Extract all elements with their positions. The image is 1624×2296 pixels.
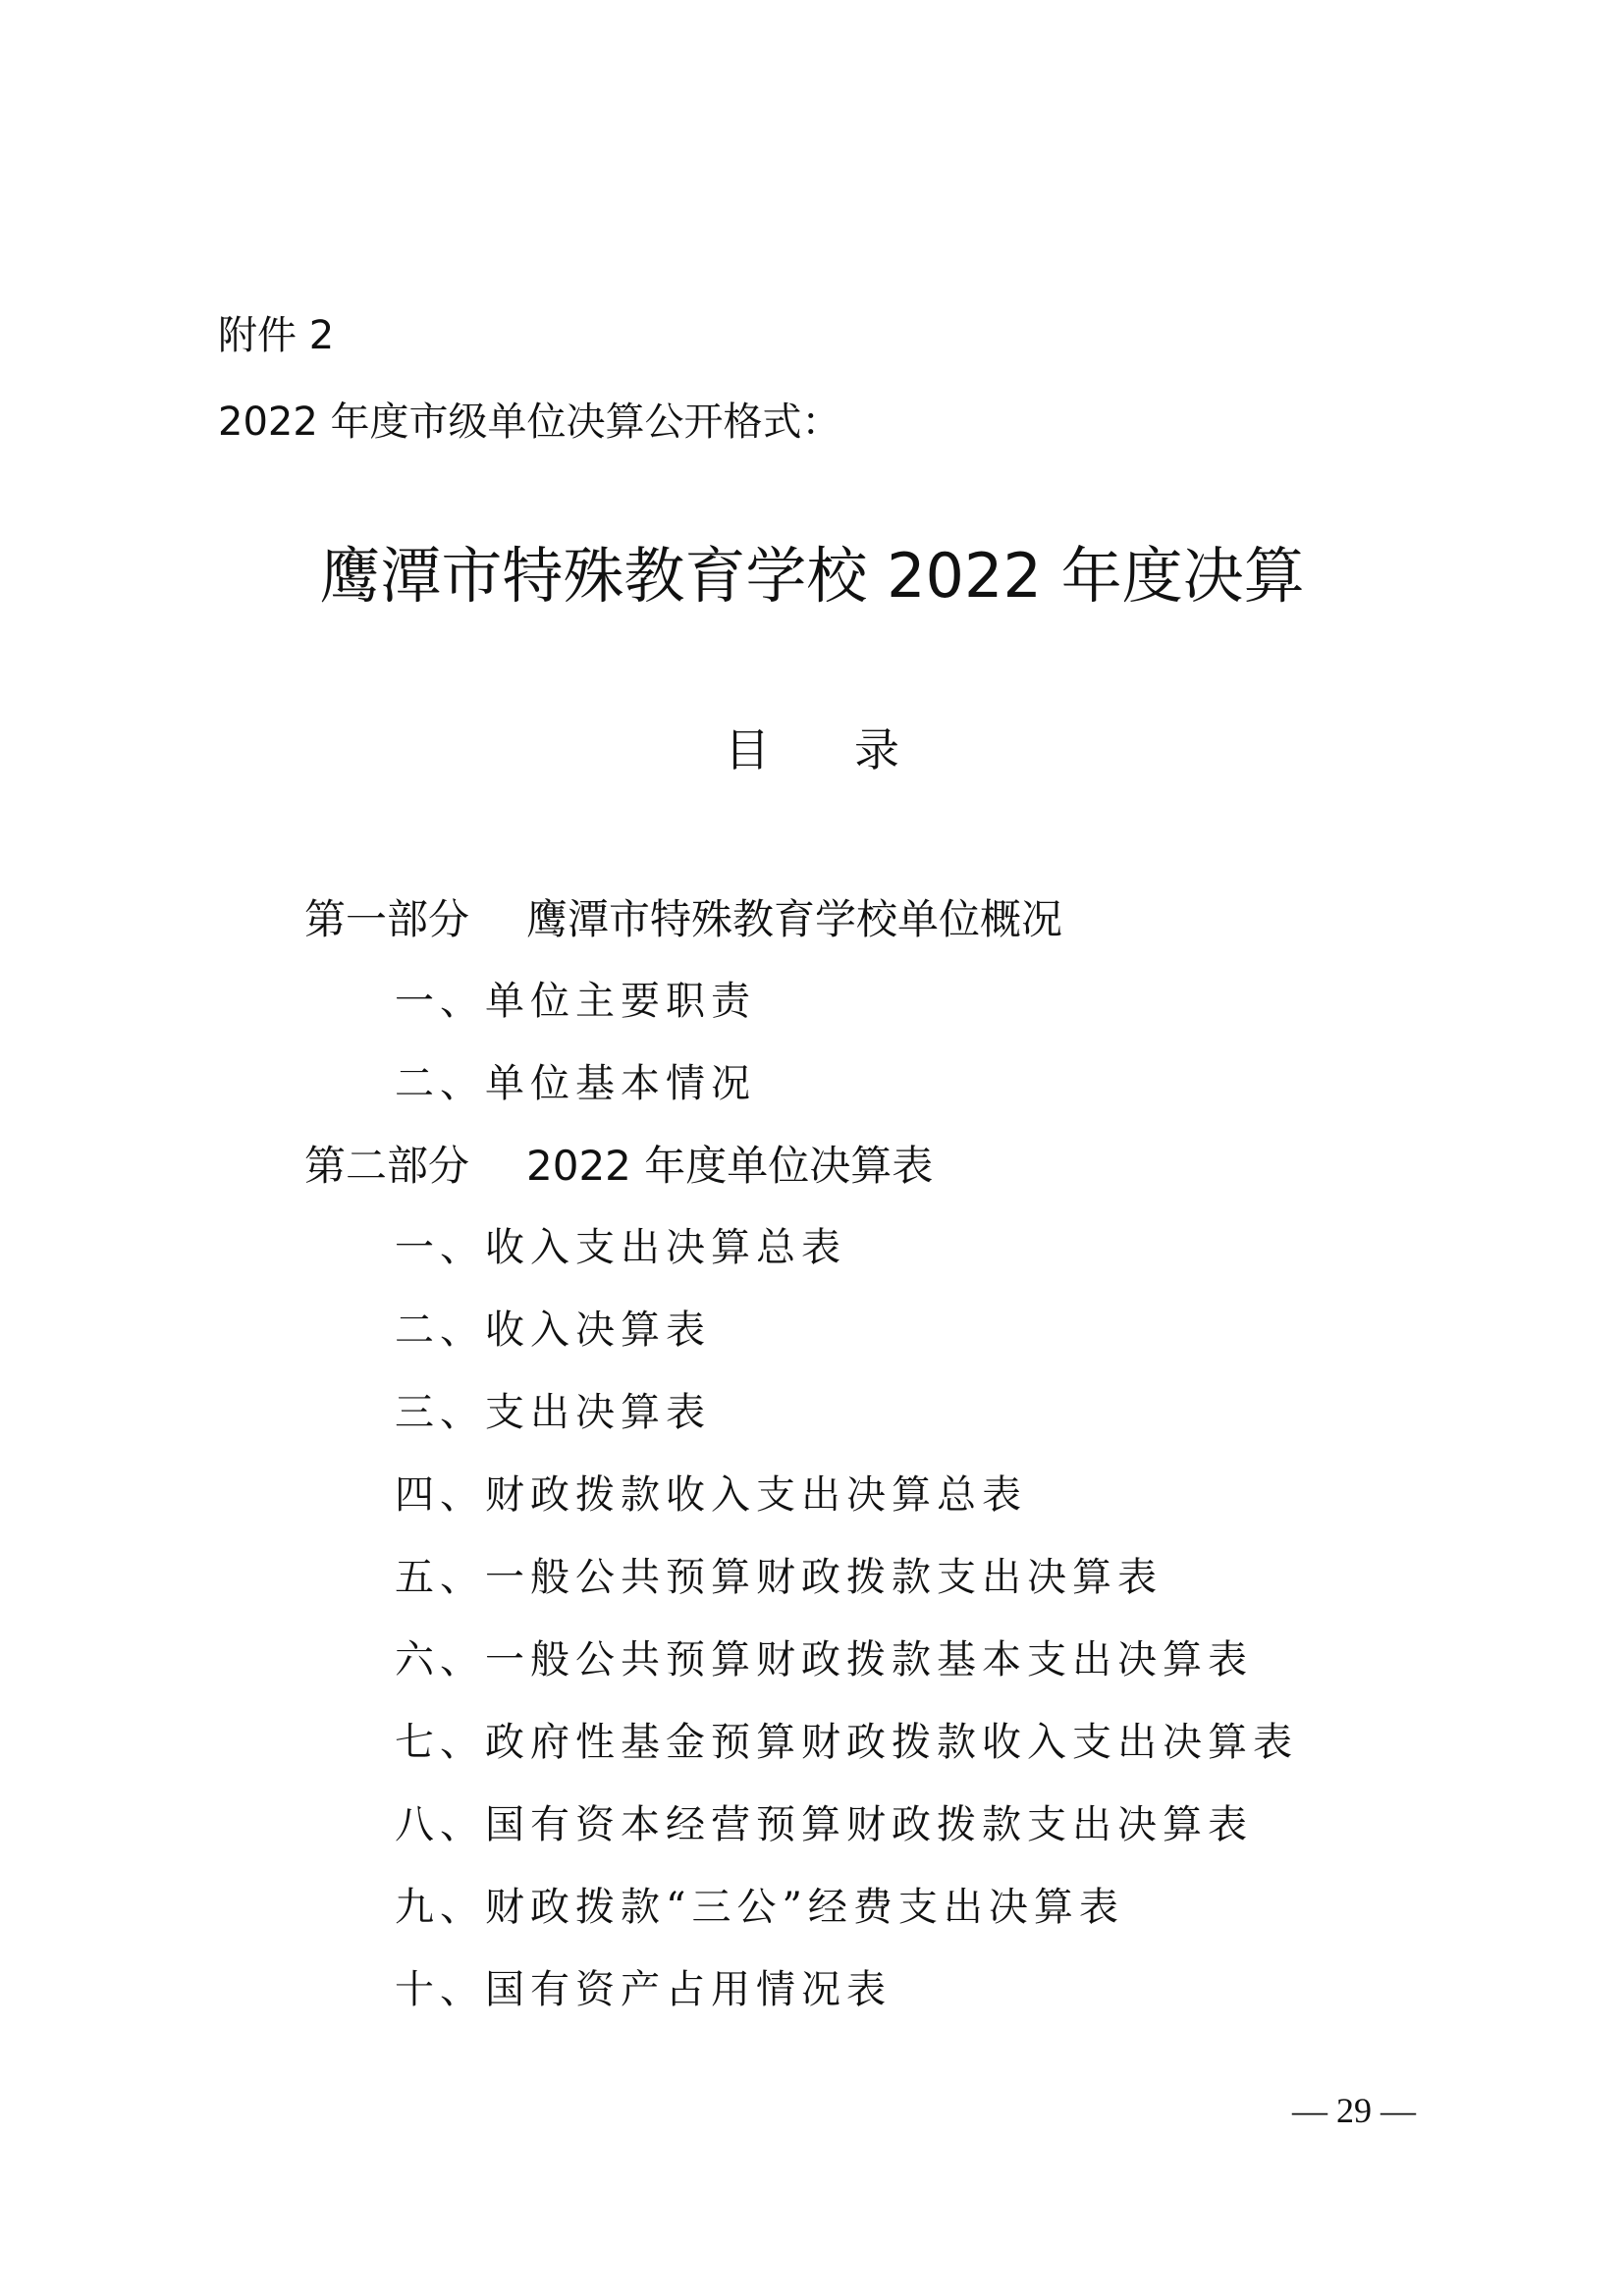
toc-part-1 (304, 895, 1063, 943)
toc-part-2-label: 第二部分 (304, 1142, 470, 1190)
toc-item: 二、收入决算表 (395, 1308, 711, 1353)
toc-part-2 (304, 1142, 934, 1190)
toc-item: 九、财政拨款“三公”经费支出决算表 (395, 1885, 1124, 1930)
page-number: — 29 — (1292, 2091, 1416, 2130)
toc-part-1-label: 第一部分 (304, 895, 470, 943)
attachment-label: 附件 2 (218, 313, 335, 358)
toc-heading: 目录 (725, 723, 984, 776)
toc-item: 六、一般公共预算财政拨款基本支出决算表 (395, 1637, 1253, 1682)
toc-item: 四、财政拨款收入支出决算总表 (395, 1472, 1027, 1518)
toc-part-2-title: 2022 年度单位决算表 (526, 1142, 934, 1190)
toc-item: 三、支出决算表 (395, 1390, 711, 1435)
document-title: 鹰潭市特殊教育学校 2022 年度决算 (319, 540, 1305, 612)
toc-item: 五、一般公共预算财政拨款支出决算表 (395, 1555, 1163, 1600)
toc-item: 一、单位主要职责 (395, 979, 756, 1024)
toc-item: 一、收入支出决算总表 (395, 1225, 846, 1270)
toc-part-1-title: 鹰潭市特殊教育学校单位概况 (526, 895, 1063, 943)
toc-item: 十、国有资产占用情况表 (395, 1967, 892, 2012)
format-note: 2022 年度市级单位决算公开格式： (218, 400, 841, 445)
toc-item: 七、政府性基金预算财政拨款收入支出决算表 (395, 1720, 1298, 1765)
toc-item: 二、单位基本情况 (395, 1061, 756, 1106)
toc-item: 八、国有资本经营预算财政拨款支出决算表 (395, 1802, 1253, 1847)
